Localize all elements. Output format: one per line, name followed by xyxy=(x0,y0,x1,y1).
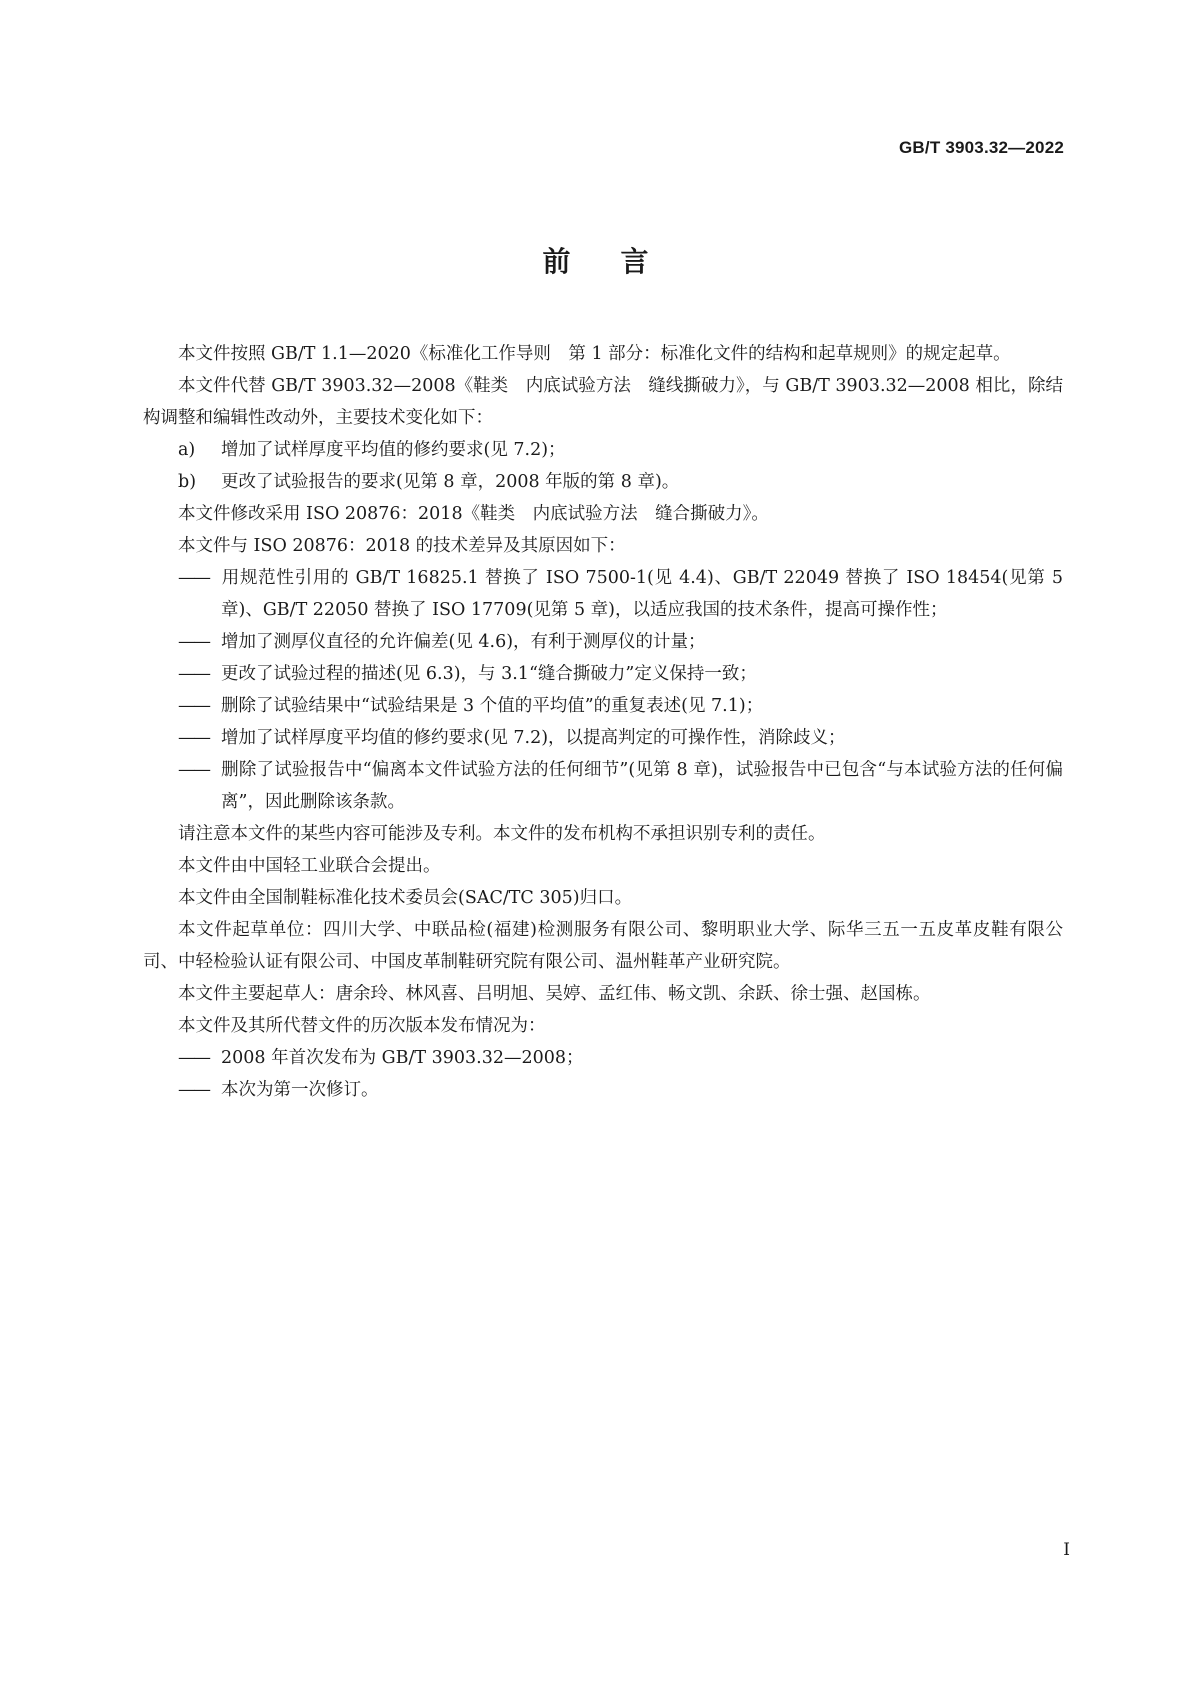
paragraph-proposer: 本文件由中国轻工业联合会提出。 xyxy=(178,856,441,876)
list-item xyxy=(143,690,1063,722)
dash-marker: —— xyxy=(178,728,209,748)
list-item-text: 本次为第一次修订。 xyxy=(221,1080,379,1100)
paragraph-drafters: 本文件主要起草人：唐余玲、林风喜、吕明旭、吴婷、孟红伟、畅文凯、余跃、徐士强、赵国栋。 xyxy=(178,984,931,1004)
paragraph-history-intro: 本文件及其所代替文件的历次版本发布情况为： xyxy=(178,1016,546,1036)
list-item xyxy=(143,434,1063,466)
list-marker: b) xyxy=(178,472,197,492)
dash-marker: —— xyxy=(178,568,209,588)
list-item-text: 删除了试验报告中“偏离本文件试验方法的任何细节”(见第 8 章)，试验报告中已包含“与本试验方法的任何偏离”，因此删除该条款。 xyxy=(221,760,1063,812)
list-item-text: 更改了试验报告的要求(见第 8 章，2008 年版的第 8 章)。 xyxy=(221,472,680,492)
list-item xyxy=(143,722,1063,754)
list-item-text: 增加了试样厚度平均值的修约要求(见 7.2)； xyxy=(221,440,566,460)
page-title: 前言 xyxy=(542,245,699,278)
list-item-text: 删除了试验结果中“试验结果是 3 个值的平均值”的重复表述(见 7.1)； xyxy=(221,696,764,716)
paragraph-replaces: 本文件代替 GB/T 3903.32—2008《鞋类 内底试验方法 缝线撕破力》，与 GB/T 3903.32—2008 相比，除结构调整和编辑性改动外，主要技术变化如下： xyxy=(143,376,1063,428)
document-code: GB/T 3903.32—2022 xyxy=(899,138,1064,157)
list-item xyxy=(143,626,1063,658)
list-item xyxy=(143,658,1063,690)
list-item-text: 更改了试验过程的描述(见 6.3)，与 3.1“缝合撕破力”定义保持一致； xyxy=(221,664,757,684)
paragraph-committee: 本文件由全国制鞋标准化技术委员会(SAC/TC 305)归口。 xyxy=(178,888,633,908)
list-marker: a) xyxy=(178,440,196,460)
preface-body xyxy=(143,338,1063,1106)
list-item-text: 用规范性引用的 GB/T 16825.1 替换了 ISO 7500-1(见 4.4)、GB/T 22049 替换了 ISO 18454(见第 5 章)、GB/T 22050 替换了 ISO 17709(见第 5 章)，以适应我国的技术条件，提高可操作性； xyxy=(221,568,1063,620)
paragraph-drafting-units: 本文件起草单位：四川大学、中联品检(福建)检测服务有限公司、黎明职业大学、际华三五一五皮革皮鞋有限公司、中轻检验认证有限公司、中国皮革制鞋研究院有限公司、温州鞋革产业研究院。 xyxy=(143,920,1063,972)
dash-marker: —— xyxy=(178,1080,209,1100)
list-item xyxy=(143,1042,1063,1074)
dash-marker: —— xyxy=(178,632,209,652)
dash-marker: —— xyxy=(178,696,209,716)
list-item xyxy=(143,754,1063,818)
dash-marker: —— xyxy=(178,1048,209,1068)
paragraph-adoption: 本文件修改采用 ISO 20876：2018《鞋类 内底试验方法 缝合撕破力》。 xyxy=(178,504,769,524)
list-item xyxy=(143,466,1063,498)
list-item xyxy=(143,1074,1063,1106)
dash-marker: —— xyxy=(178,664,209,684)
paragraph-drafting-rules: 本文件按照 GB/T 1.1—2020《标准化工作导则 第 1 部分：标准化文件的结构和起草规则》的规定起草。 xyxy=(178,344,1011,364)
paragraph-differences-intro: 本文件与 ISO 20876：2018 的技术差异及其原因如下： xyxy=(178,536,626,556)
paragraph-patent-notice: 请注意本文件的某些内容可能涉及专利。本文件的发布机构不承担识别专利的责任。 xyxy=(178,824,826,844)
page-number: I xyxy=(1063,1540,1070,1560)
list-item-text: 2008 年首次发布为 GB/T 3903.32—2008； xyxy=(221,1048,584,1068)
list-item xyxy=(143,562,1063,626)
list-item-text: 增加了测厚仪直径的允许偏差(见 4.6)，有利于测厚仪的计量； xyxy=(221,632,706,652)
dash-marker: —— xyxy=(178,760,209,780)
list-item-text: 增加了试样厚度平均值的修约要求(见 7.2)，以提高判定的可操作性，消除歧义； xyxy=(221,728,846,748)
